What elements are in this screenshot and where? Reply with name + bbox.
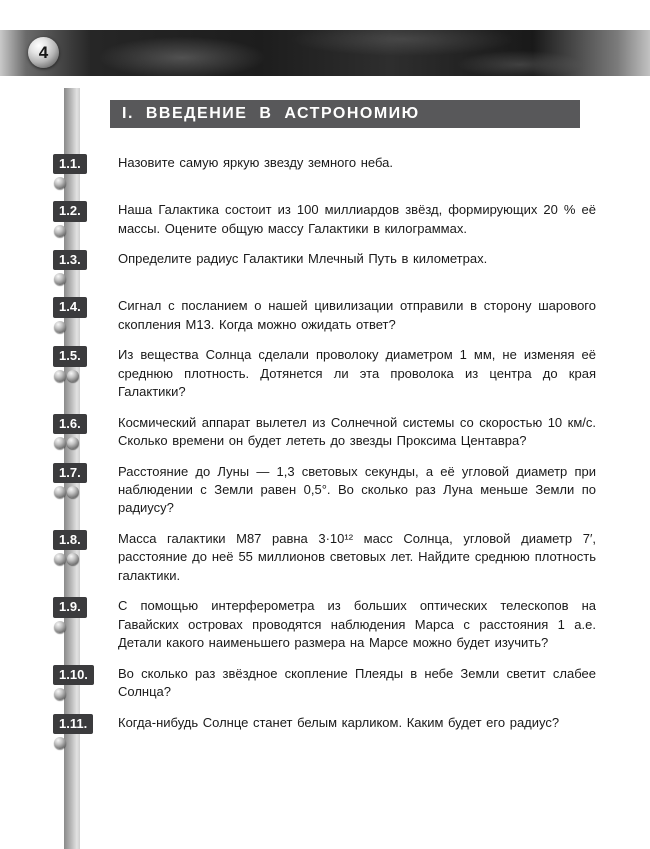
page-number: 4 — [38, 42, 49, 62]
problem-text: Сигнал с посланием о нашей цивилизации отправили в сторону шарового скопления M13. Когда можно ожидать ответ? — [118, 298, 596, 332]
problems-list — [0, 154, 650, 749]
problem-number-badge: 1.5. — [53, 346, 87, 366]
difficulty-spheres — [54, 621, 66, 633]
problem-text: Назовите самую яркую звезду земного неба. — [118, 155, 393, 170]
difficulty-spheres — [54, 486, 79, 498]
difficulty-spheres — [54, 688, 66, 700]
difficulty-sphere-icon — [54, 486, 66, 498]
problem-item — [0, 414, 650, 451]
problem-number-badge: 1.9. — [53, 597, 87, 617]
problem-item — [0, 463, 650, 518]
problem-number-badge: 1.7. — [53, 463, 87, 483]
page-content — [0, 100, 650, 761]
problem-marker — [53, 665, 118, 700]
difficulty-sphere-icon — [54, 437, 66, 449]
difficulty-sphere-icon — [54, 273, 66, 285]
difficulty-sphere-icon — [54, 225, 66, 237]
problem-number-badge: 1.2. — [53, 201, 87, 221]
difficulty-sphere-icon — [67, 437, 79, 449]
problem-number-badge: 1.1. — [53, 154, 87, 174]
problem-text: Наша Галактика состоит из 100 миллиардов звёзд, формирующих 20 % её массы. Оцените общую массу Галактики в килограммах. — [118, 202, 596, 236]
problem-item — [0, 346, 650, 401]
difficulty-sphere-icon — [54, 177, 66, 189]
difficulty-sphere-icon — [67, 553, 79, 565]
difficulty-sphere-icon — [54, 370, 66, 382]
difficulty-spheres — [54, 437, 79, 449]
problem-text: С помощью интерферометра из больших оптических телескопов на Гавайских островах проводятся наблюдения Марса с расстояния 1 а.е. Детали какого наименьшего размера на Марсе можно будет изучить? — [118, 598, 596, 651]
difficulty-sphere-icon — [67, 486, 79, 498]
problem-number-badge: 1.11. — [53, 714, 93, 734]
problem-number-badge: 1.4. — [53, 297, 87, 317]
problem-marker — [53, 154, 118, 189]
problem-number-badge: 1.10. — [53, 665, 94, 685]
problem-item — [0, 714, 650, 749]
difficulty-sphere-icon — [54, 688, 66, 700]
problem-item — [0, 665, 650, 702]
problem-number-badge: 1.6. — [53, 414, 87, 434]
difficulty-spheres — [54, 553, 79, 565]
difficulty-sphere-icon — [54, 321, 66, 333]
problem-marker — [53, 463, 118, 498]
problem-marker — [53, 597, 118, 632]
difficulty-spheres — [54, 177, 66, 189]
problem-item — [0, 201, 650, 238]
difficulty-spheres — [54, 737, 66, 749]
problem-text: Во сколько раз звёздное скопление Плеяды в небе Земли светит слабее Солнца? — [118, 665, 596, 700]
difficulty-sphere-icon — [54, 737, 66, 749]
page-number-ball-icon — [28, 37, 59, 68]
problem-marker — [53, 250, 118, 285]
problem-marker — [53, 201, 118, 236]
difficulty-spheres — [54, 321, 66, 333]
problem-item — [0, 297, 650, 334]
problem-marker — [53, 346, 118, 381]
difficulty-sphere-icon — [54, 621, 66, 633]
problem-text: Расстояние до Луны — 1,3 световых секунды, а её угловой диаметр при наблюдении с Земли равен 0,5°. Во сколько раз Луна меньше Земли по радиусу? — [118, 463, 596, 516]
problem-marker — [53, 297, 118, 332]
problem-item — [0, 597, 650, 652]
problem-item — [0, 154, 650, 189]
difficulty-spheres — [54, 225, 66, 237]
difficulty-sphere-icon — [54, 553, 66, 565]
problem-marker — [53, 714, 118, 749]
problem-item — [0, 250, 650, 285]
problem-number-badge: 1.3. — [53, 250, 87, 270]
problem-text: Определите радиус Галактики Млечный Путь в километрах. — [118, 251, 488, 267]
problem-item — [0, 530, 650, 585]
problem-text: Космический аппарат вылетел из Солнечной системы со скоростью 10 км/с. Сколько времени он будет лететь до звезды Проксима Центавра? — [118, 414, 596, 449]
problem-text: Масса галактики M87 равна 3·10¹² масс Солнца, угловой диаметр 7′, расстояние до неё 55 миллионов световых лет. Найдите среднюю плотность галактики. — [118, 530, 596, 583]
problem-marker — [53, 530, 118, 565]
difficulty-spheres — [54, 273, 66, 285]
difficulty-spheres — [54, 370, 79, 382]
problem-marker — [53, 414, 118, 449]
page-header-band — [0, 30, 650, 76]
problem-text: Из вещества Солнца сделали проволоку диаметром 1 мм, не изменяя её среднюю плотность. Дотянется ли эта проволока из центра до края Галактики? — [118, 347, 596, 400]
difficulty-sphere-icon — [67, 370, 79, 382]
problem-number-badge: 1.8. — [53, 530, 87, 550]
section-title: I. ВВЕДЕНИЕ В АСТРОНОМИЮ — [122, 105, 420, 122]
section-header — [110, 100, 580, 128]
problem-text: Когда-нибудь Солнце станет белым карликом. Каким будет его радиус? — [118, 714, 560, 730]
